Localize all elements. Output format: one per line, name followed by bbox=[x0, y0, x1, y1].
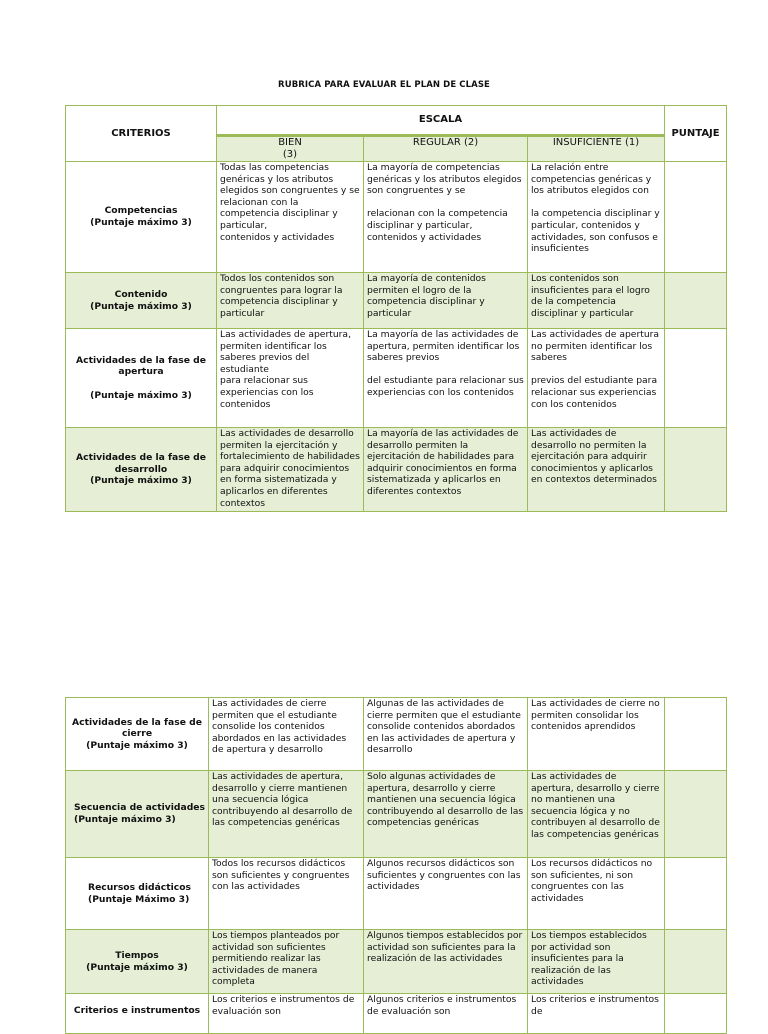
regular-cell: La mayoría de competencias genéricas y los atributos elegidos son congruentes y se relacionan con la competencia disciplinar y particular, contenidos y actividades bbox=[364, 162, 528, 273]
criterio-cell: Actividades de la fase de desarrollo (Puntaje máximo 3) bbox=[66, 428, 217, 512]
insuficiente-cell: Los contenidos son insuficientes para el logro de la competencia disciplinar y particular bbox=[528, 273, 665, 329]
bien-cell: Todos los recursos didácticos son suficientes y congruentes con las actividades bbox=[209, 858, 364, 930]
insuficiente-cell: Las actividades de cierre no permiten consolidar los contenidos aprendidos bbox=[528, 698, 665, 771]
insuficiente-cell: Las actividades de apertura no permiten identificar los saberes previos del estudiante para relacionar sus experiencias con los contenidos bbox=[528, 329, 665, 428]
puntaje-cell bbox=[665, 698, 727, 771]
regular-cell: Solo algunas actividades de apertura, desarrollo y cierre mantienen una secuencia lógica contribuyendo al desarrollo de las competencias genéricas bbox=[364, 771, 528, 858]
insuficiente-cell: Los criterios e instrumentos de bbox=[528, 994, 665, 1034]
criterio-cell: Actividades de la fase de cierre (Puntaje máximo 3) bbox=[66, 698, 209, 771]
header-regular: REGULAR (2) bbox=[364, 136, 528, 162]
criterio-cell: Contenido (Puntaje máximo 3) bbox=[66, 273, 217, 329]
criterio-cell: Recursos didácticos (Puntaje Máximo 3) bbox=[66, 858, 209, 930]
insuficiente-cell: Los tiempos establecidos por actividad son insuficientes para la realización de las actividades bbox=[528, 930, 665, 994]
table-row bbox=[66, 273, 727, 329]
criterio-cell: Criterios e instrumentos bbox=[66, 994, 209, 1034]
puntaje-cell bbox=[665, 994, 727, 1034]
bien-cell: Los criterios e instrumentos de evaluación son bbox=[209, 994, 364, 1034]
criterio-cell: Tiempos (Puntaje máximo 3) bbox=[66, 930, 209, 994]
puntaje-cell bbox=[665, 273, 727, 329]
puntaje-cell bbox=[665, 771, 727, 858]
table-row bbox=[66, 428, 727, 512]
regular-cell: La mayoría de las actividades de desarrollo permiten la ejercitación de habilidades para adquirir conocimientos en forma sistematizada y aplicarlos en diferentes contextos bbox=[364, 428, 528, 512]
bien-cell: Las actividades de cierre permiten que el estudiante consolide los contenidos abordados en las actividades de apertura y desarrollo bbox=[209, 698, 364, 771]
criterio-cell: Competencias (Puntaje máximo 3) bbox=[66, 162, 217, 273]
bien-cell: Las actividades de apertura, permiten identificar los saberes previos del estudiante para relacionar sus experiencias con los contenidos bbox=[217, 329, 364, 428]
puntaje-cell bbox=[665, 162, 727, 273]
table-row bbox=[66, 329, 727, 428]
bien-cell: Las actividades de apertura, desarrollo y cierre mantienen una secuencia lógica contribuyendo al desarrollo de las competencias genéricas bbox=[209, 771, 364, 858]
puntaje-cell bbox=[665, 329, 727, 428]
insuficiente-cell: Las actividades de apertura, desarrollo y cierre no mantienen una secuencia lógica y no contribuyen al desarrollo de las competencias genéricas bbox=[528, 771, 665, 858]
bien-cell: Todas las competencias genéricas y los atributos elegidos son congruentes y se relacionan con la competencia disciplinar y particular, contenidos y actividades bbox=[217, 162, 364, 273]
insuficiente-cell: La relación entre competencias genéricas y los atributos elegidos con la competencia disciplinar y particular, contenidos y actividades, son confusos e insuficientes bbox=[528, 162, 665, 273]
header-criterios: CRITERIOS bbox=[66, 106, 217, 162]
table-row bbox=[66, 698, 727, 771]
rubric-table-page1 bbox=[65, 105, 727, 512]
puntaje-cell bbox=[665, 428, 727, 512]
table-row bbox=[66, 994, 727, 1034]
header-puntaje: PUNTAJE bbox=[665, 106, 727, 162]
bien-cell: Los tiempos planteados por actividad son suficientes permitiendo realizar las actividades de manera completa bbox=[209, 930, 364, 994]
table-row bbox=[66, 771, 727, 858]
insuficiente-cell: Los recursos didácticos no son suficientes, ni son congruentes con las actividades bbox=[528, 858, 665, 930]
criterio-cell: Secuencia de actividades (Puntaje máximo 3) bbox=[66, 771, 209, 858]
regular-cell: Algunos tiempos establecidos por actividad son suficientes para la realización de las actividades bbox=[364, 930, 528, 994]
table-row bbox=[66, 930, 727, 994]
regular-cell: La mayoría de contenidos permiten el logro de la competencia disciplinar y particular bbox=[364, 273, 528, 329]
header-bien: BIEN (3) bbox=[217, 136, 364, 162]
table-row bbox=[66, 858, 727, 930]
regular-cell: Algunas de las actividades de cierre permiten que el estudiante consolide contenidos abordados en las actividades de apertura y desarrollo bbox=[364, 698, 528, 771]
regular-cell: Algunos recursos didácticos son suficientes y congruentes con las actividades bbox=[364, 858, 528, 930]
header-escala: ESCALA bbox=[217, 106, 665, 136]
regular-cell: La mayoría de las actividades de apertura, permiten identificar los saberes previos del estudiante para relacionar sus experiencias con los contenidos bbox=[364, 329, 528, 428]
bien-cell: Las actividades de desarrollo permiten la ejercitación y fortalecimiento de habilidades para adquirir conocimientos en forma sistematizada y aplicarlos en diferentes contextos bbox=[217, 428, 364, 512]
rubric-table-page2 bbox=[65, 697, 727, 1034]
table-row bbox=[66, 162, 727, 273]
criterio-cell: Actividades de la fase de apertura (Puntaje máximo 3) bbox=[66, 329, 217, 428]
bien-cell: Todos los contenidos son congruentes para lograr la competencia disciplinar y particular bbox=[217, 273, 364, 329]
document-title: RUBRICA PARA EVALUAR EL PLAN DE CLASE bbox=[278, 80, 490, 90]
regular-cell: Algunos criterios e instrumentos de evaluación son bbox=[364, 994, 528, 1034]
puntaje-cell bbox=[665, 930, 727, 994]
header-insuficiente: INSUFICIENTE (1) bbox=[528, 136, 665, 162]
puntaje-cell bbox=[665, 858, 727, 930]
insuficiente-cell: Las actividades de desarrollo no permiten la ejercitación para adquirir conocimientos y aplicarlos en contextos determinados bbox=[528, 428, 665, 512]
